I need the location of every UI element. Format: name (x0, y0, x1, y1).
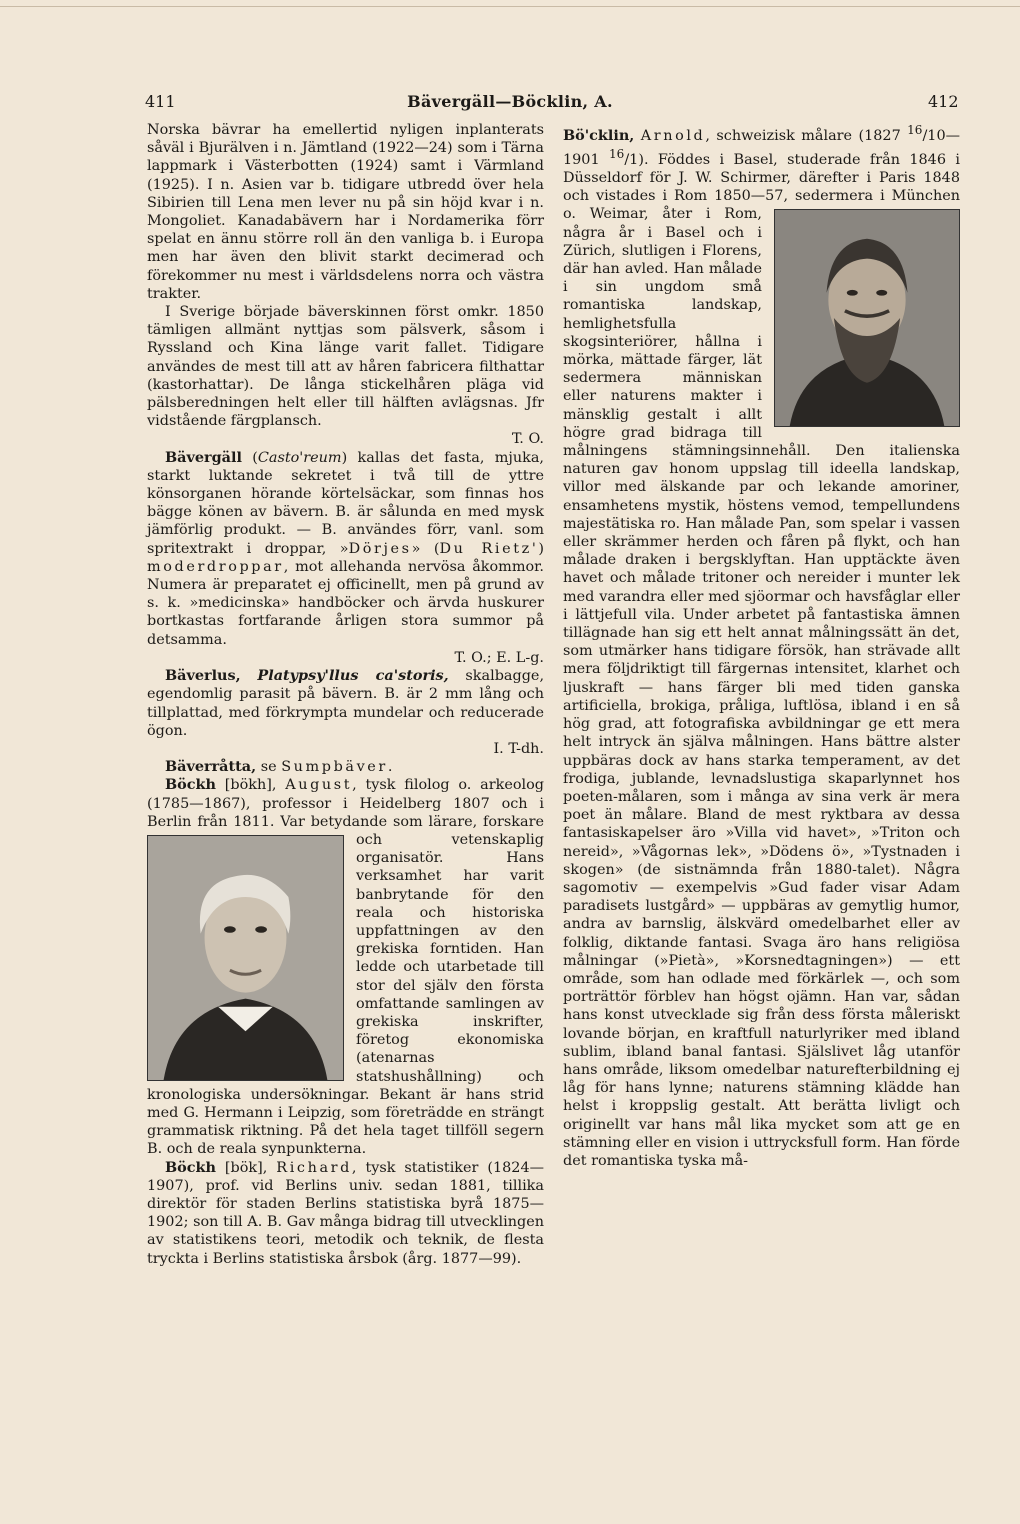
left-column (147, 121, 544, 1268)
latin-name: Platypsy'llus ca'storis, (257, 667, 449, 685)
entry-headword: Bö'cklin, (563, 126, 635, 144)
signature: T. O. (511, 431, 544, 448)
signature: I. T-dh. (493, 740, 544, 757)
portrait-bockh (147, 835, 344, 1081)
signature: T. O.; E. L-g. (454, 649, 544, 666)
top-rule (0, 6, 1020, 7)
portrait-bocklin (774, 209, 960, 427)
page-number-left: 411 (145, 92, 176, 111)
latin-name: Casto'reum (257, 449, 342, 466)
entry-baverlus: Bäverlus, Platypsy'llus ca'storis, skalbagge, egendomlig parasit på bävern. B. är 2 mm lång och tillplattad, med förkrympta mundelar och reducerade ögon. I. T-dh. (147, 667, 545, 757)
entry-bavergall: Bävergäll (Casto'reum) kallas det fasta, mjuka, starkt luktande sekretet i två till de yttre könsorganen hörande körtelsäckar, som finnas hos bägge könen av bävern. B. är sålunda en med mysk jämförlig produkt. — B. användes förr, vanl. som spritextrakt i droppar, »Dörjes» (Du Rietz') moderdroppar, mot allehanda nervösa åkommor. Numera är preparatet ej officinellt, men på grund av s. k. »medicinska» handböcker och ärvda huskurer bortkastas fortfarande årligen stora summor på detsamma. T. O.; E. L-g. (147, 448, 545, 666)
entry-bockh-richard: Böckh [bök], Richard, tysk statistiker (1824—1907), prof. vid Berlins univ. sedan 1881, tillika direktör för staden Berlins statistiska byrå 1875—1902; son till A. B. Gav många bidrag till utvecklingen av statistikens teori, metodik och teknik, de flesta tryckta i Berlins statistiska årsbok (årg. 1877—99). (147, 1158, 544, 1267)
entry-baverratta: Bäverråtta, se Sumpbäver. (165, 758, 393, 776)
entry-headword: Bävergäll (165, 448, 242, 466)
beaver-para-2: I Sverige började bäverskinnen först omkr. 1850 tämligen allmänt nyttjas som pälsverk, såsom i Ryssland och Kina länge varit fallet. Tidigare användes de mest till att av håren fabricera filthattar (kastorhattar). De långa stickelhåren pläga vid pälsberedningen helt eller till hälften avlägsnas. Jfr vidstående färgplansch. T. O. (147, 304, 544, 448)
entry-bocklin: Bö'cklin, Arnold, schweizisk målare (1827 $^{16}$/10—1901 $^{16}$/1). Föddes i Basel, studerade från 1846 i Düsseldorf för J. W. Schirmer, därefter i Paris 1848 och vistades i Rom 1850—57, sedermera i München o. Weimar, åter i Rom, några år i Basel och i Zürich, slutligen i Florens, där han avled. Han målade i sin ungdom små romantiska landskap, hemlighetsfulla skogsinteriörer, hållna i mörka, mättade färger, lät sedermera människan eller naturens makter i mänsklig gestalt i allt högre grad bidraga till målningens stämningsinnehåll. Den italienska naturen gav honom uppslag till ideella landskap, villor med älskande par och lekande amoriner, ensamhetens mystik, höstens vemod, tempellundens majestätiska ro. Han målade Pan, som spelar i vassen eller skrämmer herden och fåren på flykt, och han målade draken i bergsklyftan. Han upptäckte även havet och målade tritoner och nereider i munter lek med varandra eller med sjöormar och havsfåglar eller i lättjefull vila. Under arbetet på fantastiska ämnen tillägnade han sig ett helt annat målningssätt än det, som utmärker hans tidigare försök, han strävade allt mera följdriktigt till färgernas intensitet, klarhet och ljuskraft — hans färger bli med tiden ganska artificiella, brokiga, pråliga, luftlösa, ibland i en så hög grad, att fotografiska avbildningar ge ett mera helt intryck än själva målningen. Hans bättre alster uppbäras dock av hans starka temperament, av det frodiga, jublande, levnadslustiga skaparlynnet hos poeten-målaren, som i många av sina verk är mera poet än målare. Bland de mest ryktbara av dessa fantasiskapelser äro »Villa vid havet», »Triton och nereid», »Vågornas lek», »Dödens ö», »Tystnaden i skogen» (de sistnämnda från 1880-talet). Några sagomotiv — exempelvis »Gud fader visar Adam paradisets lustgård» — uppbäras av gemytlig humor, andra av barnslig, älskvärd omedelbarhet eller av folklig, diktande fantasi. Svaga äro hans religiösa målningar (»Pietà», »Korsnedtagningen») — ett område, som han odlade med förkärlek —, och som porträttör förblev han högst ojämn. Han var, sådan hans konst utvecklade sig från dess första måleriskt lovande början, en kraftfull naturlyriker med ibland sublim, ibland banal fantasi. Själslivet låg utanför hans område, liksom omedelbar naturefterbildning ej låg för hans lynne; naturens stämning klädde han helst i kroppslig gestalt. Att berätta livligt och originellt var hans mål lika mycket som att ge en stämning eller en vision i uttrycksfull form. Han förde det romantiska tyska må- (563, 123, 961, 1169)
entry-bockh-august: Böckh [bökh], August, tysk filolog o. arkeolog (1785—1867), professor i Heidelberg 1807 och i Berlin från 1811. Var betydande som lärare, forskare och vetenskaplig organisatör. Hans verksamhet har varit banbrytande för den reala och historiska uppfattningen av den grekiska forntiden. Han ledde och utarbetade till stor del själv den första omfattande samlingen av grekiska inskrifter, företog ekonomiska (atenarnas statshushållning) och kronologiska undersökningar. Bekant är hans strid med G. Hermann i Leipzig, som företrädde en strängt grammatisk riktning. På det hela taget tillföll segern B. och de reala synpunkterna. (147, 776, 544, 1158)
page-number-right: 412 (928, 92, 959, 111)
entry-headword: Böckh (165, 1158, 216, 1176)
entry-headword: Böckh (165, 776, 216, 794)
beaver-para-1: Norska bävrar ha emellertid nyligen inplanterats såväl i Bjurälven i n. Jämtland (1922—24) som i Tärna lappmark i Västerbotten (1924) samt i Värmland (1925). I n. Asien var b. tidigare utbredd över hela Sibirien till Lena men lever nu på sin höjd kvar i n. Mongoliet. Kanadabävern har i Nordamerika förr spelat en ännu större roll än den vanliga b. i Europa men har även den blivit starkt decimerad och förekommer nu mest i världsdelens norra och västra trakter. (147, 122, 544, 302)
entry-headword: Bäverråtta, (165, 758, 257, 776)
right-column (563, 121, 960, 1170)
running-title: Bävergäll—Böcklin, A. (407, 92, 613, 111)
entry-headword: Bäverlus, (165, 667, 241, 685)
